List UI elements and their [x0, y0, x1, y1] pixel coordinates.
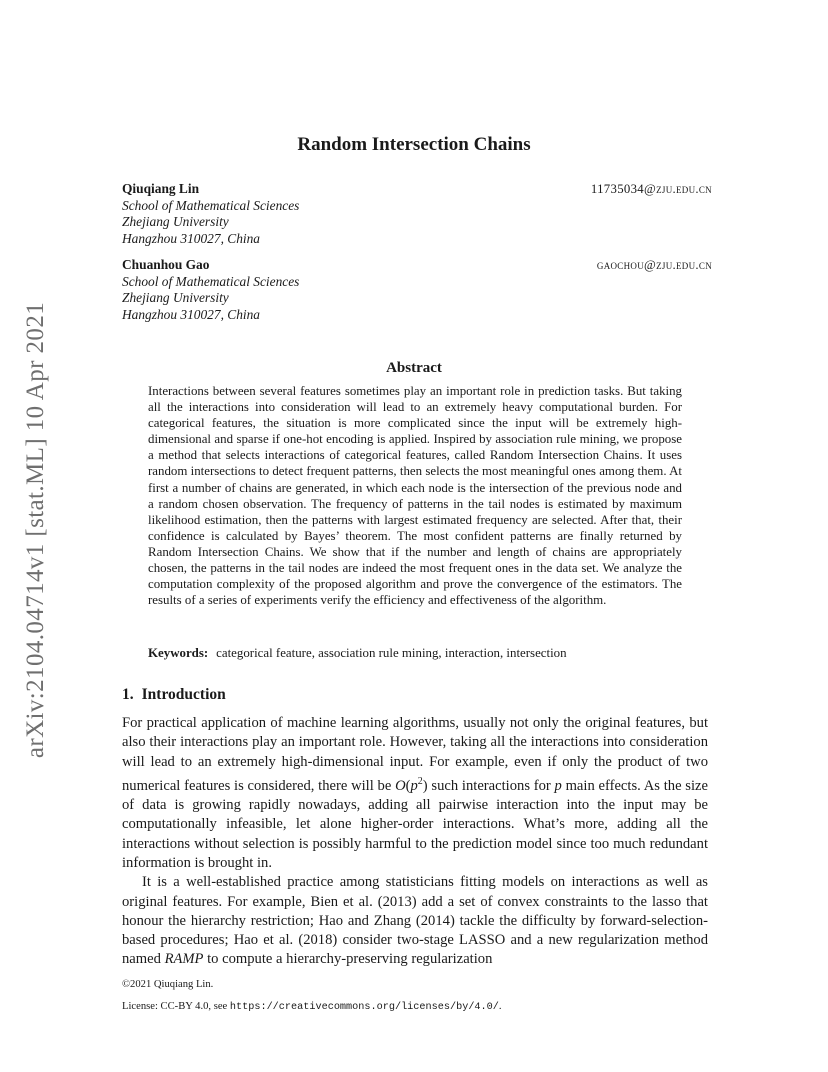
author-affiliation-line: School of Mathematical Sciences: [122, 197, 300, 213]
author-affiliation-line: Hangzhou 310027, China: [122, 230, 261, 246]
math-symbol: p: [410, 777, 418, 794]
abstract-text: Interactions between several features sometimes play an important role in prediction tasks. But taking all the interactions into consideration will lead to an extremely heavy computational burden. For categorical features, the situation is more complicated since the input will be extremely high-dimensional and sparse if one-hot encoding is applied. Inspired by association rule mining, we propose a method that selects interactions of categorical features, called Random Intersection Chains. It uses random intersections to detect frequent patterns, then selects the most meaningful ones among them. At first a number of chains are generated, in which each node is the intersection of the previous node and a random chosen observation. The frequency of patterns in the tail nodes is estimated by maximum likelihood estimation, then the patterns with largest estimated frequency are selected. After that, their confidence is calculated by Bayes’ theorem. The most confident patterns are finally returned by Random Intersection Chains. We show that if the number and length of chains are appropriately chosen, the patterns in the tail nodes are indeed the most frequent ones in the data set. We analyze the computation complexity of the proposed algorithm and prove the convergence of the estimators. The results of a series of experiments verify the efficiency and effectiveness of the algorithm.: [148, 384, 682, 608]
license-notice: [122, 1000, 722, 1015]
author-block-1: [122, 181, 712, 247]
paragraph-text: to compute a hierarchy-preserving regularization: [203, 951, 493, 968]
keywords-label: Keywords:: [148, 646, 209, 660]
math-symbol: O: [395, 777, 406, 794]
license-link[interactable]: https://creativecommons.org/licenses/by/4.0/: [229, 1002, 499, 1013]
section-number: 1.: [122, 686, 134, 703]
abstract-heading: Abstract: [386, 360, 442, 376]
license-text: .: [498, 1001, 502, 1012]
copyright-notice: ©2021 Qiuqiang Lin.: [122, 979, 214, 990]
section-title: Introduction: [141, 686, 226, 703]
page-footer: [122, 978, 722, 1015]
math-symbol: p: [554, 777, 562, 794]
paragraph: [122, 714, 708, 873]
author-block-2: [122, 257, 712, 323]
method-name: RAMP: [164, 951, 204, 968]
paragraph-text: such interactions for: [427, 777, 555, 794]
author-name: Chuanhou Gao: [122, 257, 210, 272]
author-affiliation-line: School of Mathematical Sciences: [122, 273, 300, 289]
paragraph-text: For practical application of machine learning algorithms, usually not only the original features, but also their interactions play an important role. However, taking all the interactions into consideration will lead to an extremely high-dimensional input. For example, even if only the product of two numerical features is considered, there will be: [122, 715, 708, 794]
math-symbol: ): [422, 777, 428, 794]
keywords-text: categorical feature, association rule mining, interaction, intersection: [216, 646, 567, 660]
license-text: License: CC-BY 4.0, see: [122, 1001, 230, 1012]
body-text: [122, 714, 708, 970]
keywords: [148, 645, 682, 661]
arxiv-stamp: [14, 280, 58, 780]
paragraph-text: It is a well-established practice among statisticians fitting models on interactions as well as original features. For example, Bien et al. (2013) add a set of convex constraints to the lasso that honour the hierarchy restriction; Hao and Zhang (2014) tackle the difficulty by forward-selection-based procedures; Hao et al. (2018) consider two-stage LASSO and a new regularization method named: [122, 874, 708, 968]
author-name: Qiuqiang Lin: [122, 181, 200, 196]
math-exponent: 2: [417, 775, 423, 787]
paragraph-text: main effects. As the size of data is growing rapidly nowadays, adding all pairwise interaction into the input may be computationally infeasible, let alone higher-order interactions. What’s more, adding all the interactions without selection is possibly harmful to the prediction model since too much redundant information is brought in.: [122, 777, 708, 871]
math-symbol: (: [405, 777, 411, 794]
author-email[interactable]: gaochou@zju.edu.cn: [596, 258, 712, 272]
paper-title: Random Intersection Chains: [297, 134, 531, 155]
arxiv-stamp-text: arXiv:2104.04714v1 [stat.ML] 10 Apr 2021: [22, 301, 50, 759]
author-affiliation-line: Hangzhou 310027, China: [122, 306, 261, 322]
author-email[interactable]: 11735034@zju.edu.cn: [590, 182, 712, 196]
author-affiliation-line: Zhejiang University: [122, 214, 229, 229]
section-heading: [122, 686, 226, 704]
paragraph: [122, 873, 708, 969]
author-affiliation-line: Zhejiang University: [122, 290, 229, 305]
